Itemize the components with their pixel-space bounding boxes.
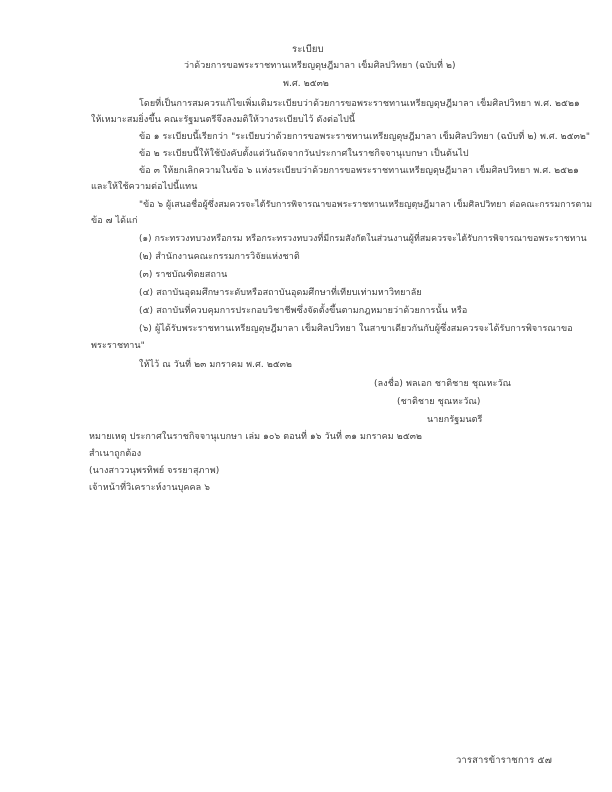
clause-3-line-1: ข้อ ๓ ให้ยกเลิกความในข้อ ๖ แห่งระเบียบว่าด้วยการขอพระราชทานเหรียญดุษฎีมาลา เข็มศิลปวิทยา พ.ศ. ๒๕๒๑: [139, 166, 579, 176]
signer-position: นายกรัฐมนตรี: [427, 415, 483, 425]
preamble-line-1: โดยที่เป็นการสมควรแก้ไขเพิ่มเติมระเบียบว่าด้วยการขอพระราชทานเหรียญดุษฎีมาลา เข็มศิลปวิทยา พ.ศ. ๒๕๒๑: [139, 99, 580, 109]
list-item: (๑) กระทรวงทบวงหรือกรม หรือกระทรวงทบวงที่มีกรมสังกัดในส่วนงานผู้ที่สมควรจะได้รับการพิจารณาขอพระราชทาน: [139, 234, 587, 244]
preamble-line-2: ให้เหมาะสมยิ่งขึ้น คณะรัฐมนตรีจึงลงมติให้วางระเบียบไว้ ดังต่อไปนี้: [91, 115, 356, 125]
list-item: (๖) ผู้ได้รับพระราชทานเหรียญดุษฎีมาลา เข็มศิลปวิทยา ในสาขาเดียวกันกับผู้ซึ่งสมควรจะได้รับการพิจารณาขอ: [139, 324, 573, 334]
clause-6-line-2: ข้อ ๗ ได้แก่: [91, 216, 138, 226]
list-item: (๔) สถาบันอุดมศึกษาระดับหรือสถาบันอุดมศึกษาที่เทียบเท่ามหาวิทยาลัย: [139, 288, 422, 298]
certified-copy-label: สำเนาถูกต้อง: [89, 449, 142, 459]
clause-2: ข้อ ๒ ระเบียบนี้ให้ใช้บังคับตั้งแต่วันถัดจากวันประกาศในราชกิจจานุเบกษา เป็นต้นไป: [139, 149, 469, 159]
list-item: (๕) สถาบันที่ควบคุมการประกอบวิชาชีพซึ่งจัดตั้งขึ้นตามกฎหมายว่าด้วยการนั้น หรือ: [139, 306, 468, 316]
clause-3-line-2: และให้ใช้ความต่อไปนี้แทน: [91, 182, 198, 192]
clause-6-line-1: "ข้อ ๖ ผู้เสนอชื่อผู้ซึ่งสมควรจะได้รับการพิจารณาขอพระราชทานเหรียญดุษฎีมาลา เข็มศิลปวิทยา ต่อคณะกรรมการตาม: [139, 200, 593, 210]
list-item: (๓) ราชบัณฑิตยสถาน: [139, 270, 228, 280]
list-item: (๒) สำนักงานคณะกรรมการวิจัยแห่งชาติ: [139, 252, 300, 262]
document-year: พ.ศ. ๒๕๓๒: [283, 79, 329, 89]
signer-name: (ชาติชาย ชุณหะวัณ): [397, 397, 481, 407]
copier-name: (นางสาววนุพรทิพย์ จรรยาสุภาพ): [89, 466, 220, 476]
document-title: ระเบียบ: [292, 44, 324, 55]
document-subtitle: ว่าด้วยการขอพระราชทานเหรียญดุษฎีมาลา เข็มศิลปวิทยา (ฉบับที่ ๒): [184, 61, 456, 71]
copier-role: เจ้าหน้าที่วิเคราะห์งานบุคคล ๖: [89, 483, 211, 493]
list-item: พระราชทาน": [91, 341, 145, 351]
page-footer: วารสารข้าราชการ ๕๗: [456, 755, 552, 766]
signature-line: (ลงชื่อ) พลเอก ชาติชาย ชุณหะวัณ: [374, 379, 512, 389]
remark-note: หมายเหตุ ประกาศในราชกิจจานุเบกษา เล่ม ๑๐๖ ตอนที่ ๑๖ วันที่ ๓๑ มกราคม ๒๕๓๒: [89, 432, 423, 442]
given-date: ให้ไว้ ณ วันที่ ๒๓ มกราคม พ.ศ. ๒๕๓๒: [139, 360, 293, 370]
clause-1: ข้อ ๑ ระเบียบนี้เรียกว่า "ระเบียบว่าด้วยการขอพระราชทานเหรียญดุษฎีมาลา เข็มศิลปวิทยา (ฉบับที่ ๒) พ.ศ. ๒๕๓๒": [139, 132, 591, 142]
